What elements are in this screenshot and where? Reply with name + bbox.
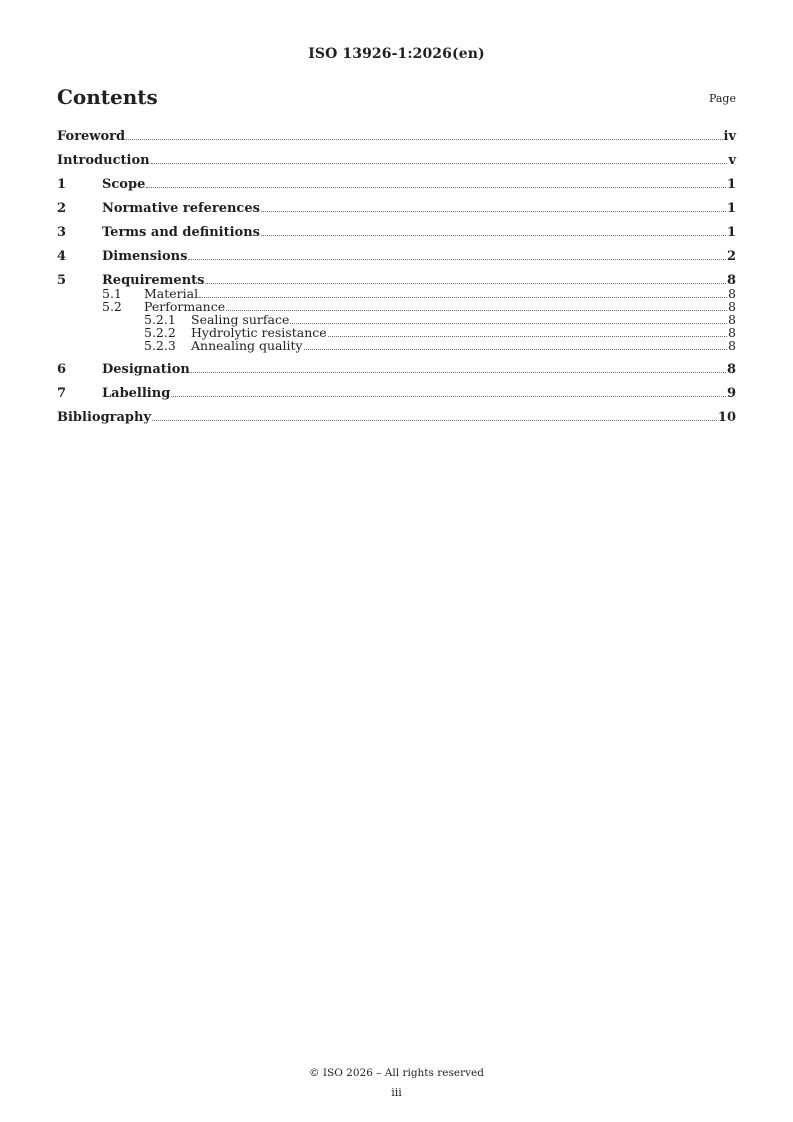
- toc-entry-title: Bibliography: [57, 410, 152, 425]
- dot-leader: [261, 234, 726, 236]
- toc-entry-number: 5.2.3: [144, 338, 176, 353]
- toc-entry-labelling[interactable]: [57, 387, 736, 401]
- toc-entry-title: Performance: [144, 299, 226, 314]
- footer-copyright: © ISO 2026 – All rights reserved: [309, 1067, 484, 1079]
- toc-entry-page: 8: [728, 299, 736, 314]
- toc-entry-number: 3: [57, 225, 67, 240]
- toc-entry-terms-and-definitions[interactable]: [57, 226, 736, 240]
- dot-leader: [191, 371, 726, 373]
- dot-leader: [146, 186, 726, 188]
- toc-entry-scope[interactable]: [57, 178, 736, 192]
- toc-entry-bibliography[interactable]: [57, 411, 736, 425]
- toc-entry-number: 5.2: [102, 299, 122, 314]
- toc-entry-normative-references[interactable]: [57, 202, 736, 216]
- toc-entry-page: 1: [726, 201, 736, 216]
- toc-entry-title: Terms and definitions: [102, 225, 260, 240]
- toc-entry-page: 8: [728, 312, 736, 327]
- toc-entry-page: 1: [726, 225, 736, 240]
- dot-leader: [226, 309, 727, 311]
- toc-entry-page: v: [728, 153, 736, 168]
- dot-leader: [152, 419, 717, 421]
- toc-entry-page: 9: [726, 386, 736, 401]
- toc-entry-title: Scope: [102, 177, 146, 192]
- dot-leader: [304, 348, 727, 350]
- toc-entry-page: 10: [717, 410, 736, 425]
- toc-entry-page: 2: [726, 249, 736, 264]
- toc-entry-annealing-quality[interactable]: [57, 340, 736, 353]
- dot-leader: [126, 138, 722, 140]
- contents-heading: Contents: [57, 85, 158, 109]
- dot-leader: [188, 258, 726, 260]
- toc-entry-page: 8: [728, 325, 736, 340]
- dot-leader: [199, 296, 727, 298]
- toc-entry-page: 8: [726, 362, 736, 377]
- dot-leader: [328, 335, 727, 337]
- toc-entry-title: Labelling: [102, 386, 171, 401]
- toc-entry-title: Hydrolytic resistance: [191, 325, 327, 340]
- toc-entry-foreword[interactable]: [57, 130, 736, 144]
- document-header: ISO 13926-1:2026(en): [308, 46, 485, 62]
- dot-leader: [205, 282, 725, 284]
- toc-entry-page: 1: [726, 177, 736, 192]
- toc-entry-number: 7: [57, 386, 67, 401]
- toc-entry-title: Foreword: [57, 129, 126, 144]
- toc-entry-number: 4: [57, 249, 67, 264]
- dot-leader: [151, 162, 728, 164]
- footer-page-number: iii: [391, 1086, 402, 1099]
- toc-entry-number: 5.1: [102, 286, 122, 301]
- toc-entry-number: 2: [57, 201, 67, 216]
- toc-entry-number: 6: [57, 362, 67, 377]
- toc-entry-title: Introduction: [57, 153, 150, 168]
- table-of-contents: [57, 126, 736, 425]
- toc-entry-title: Designation: [102, 362, 190, 377]
- toc-entry-number: 5.2.2: [144, 325, 176, 340]
- toc-entry-designation[interactable]: [57, 363, 736, 377]
- page-column-label: Page: [708, 92, 736, 105]
- toc-entry-page: 8: [726, 273, 736, 288]
- toc-entry-title: Material: [144, 286, 199, 301]
- toc-entry-title: Sealing surface: [191, 312, 290, 327]
- dot-leader: [290, 322, 727, 324]
- toc-entry-title: Dimensions: [102, 249, 188, 264]
- toc-entry-title: Annealing quality: [191, 338, 303, 353]
- dot-leader: [171, 395, 726, 397]
- toc-entry-page: iv: [723, 129, 736, 144]
- toc-entry-page: 8: [728, 338, 736, 353]
- toc-entry-title: Requirements: [102, 273, 205, 288]
- toc-entry-number: 5.2.1: [144, 312, 176, 327]
- toc-entry-title: Normative references: [102, 201, 260, 216]
- toc-entry-page: 8: [728, 286, 736, 301]
- toc-entry-number: 5: [57, 273, 67, 288]
- toc-entry-introduction[interactable]: [57, 154, 736, 168]
- toc-entry-number: 1: [57, 177, 67, 192]
- toc-entry-dimensions[interactable]: [57, 250, 736, 264]
- dot-leader: [261, 210, 726, 212]
